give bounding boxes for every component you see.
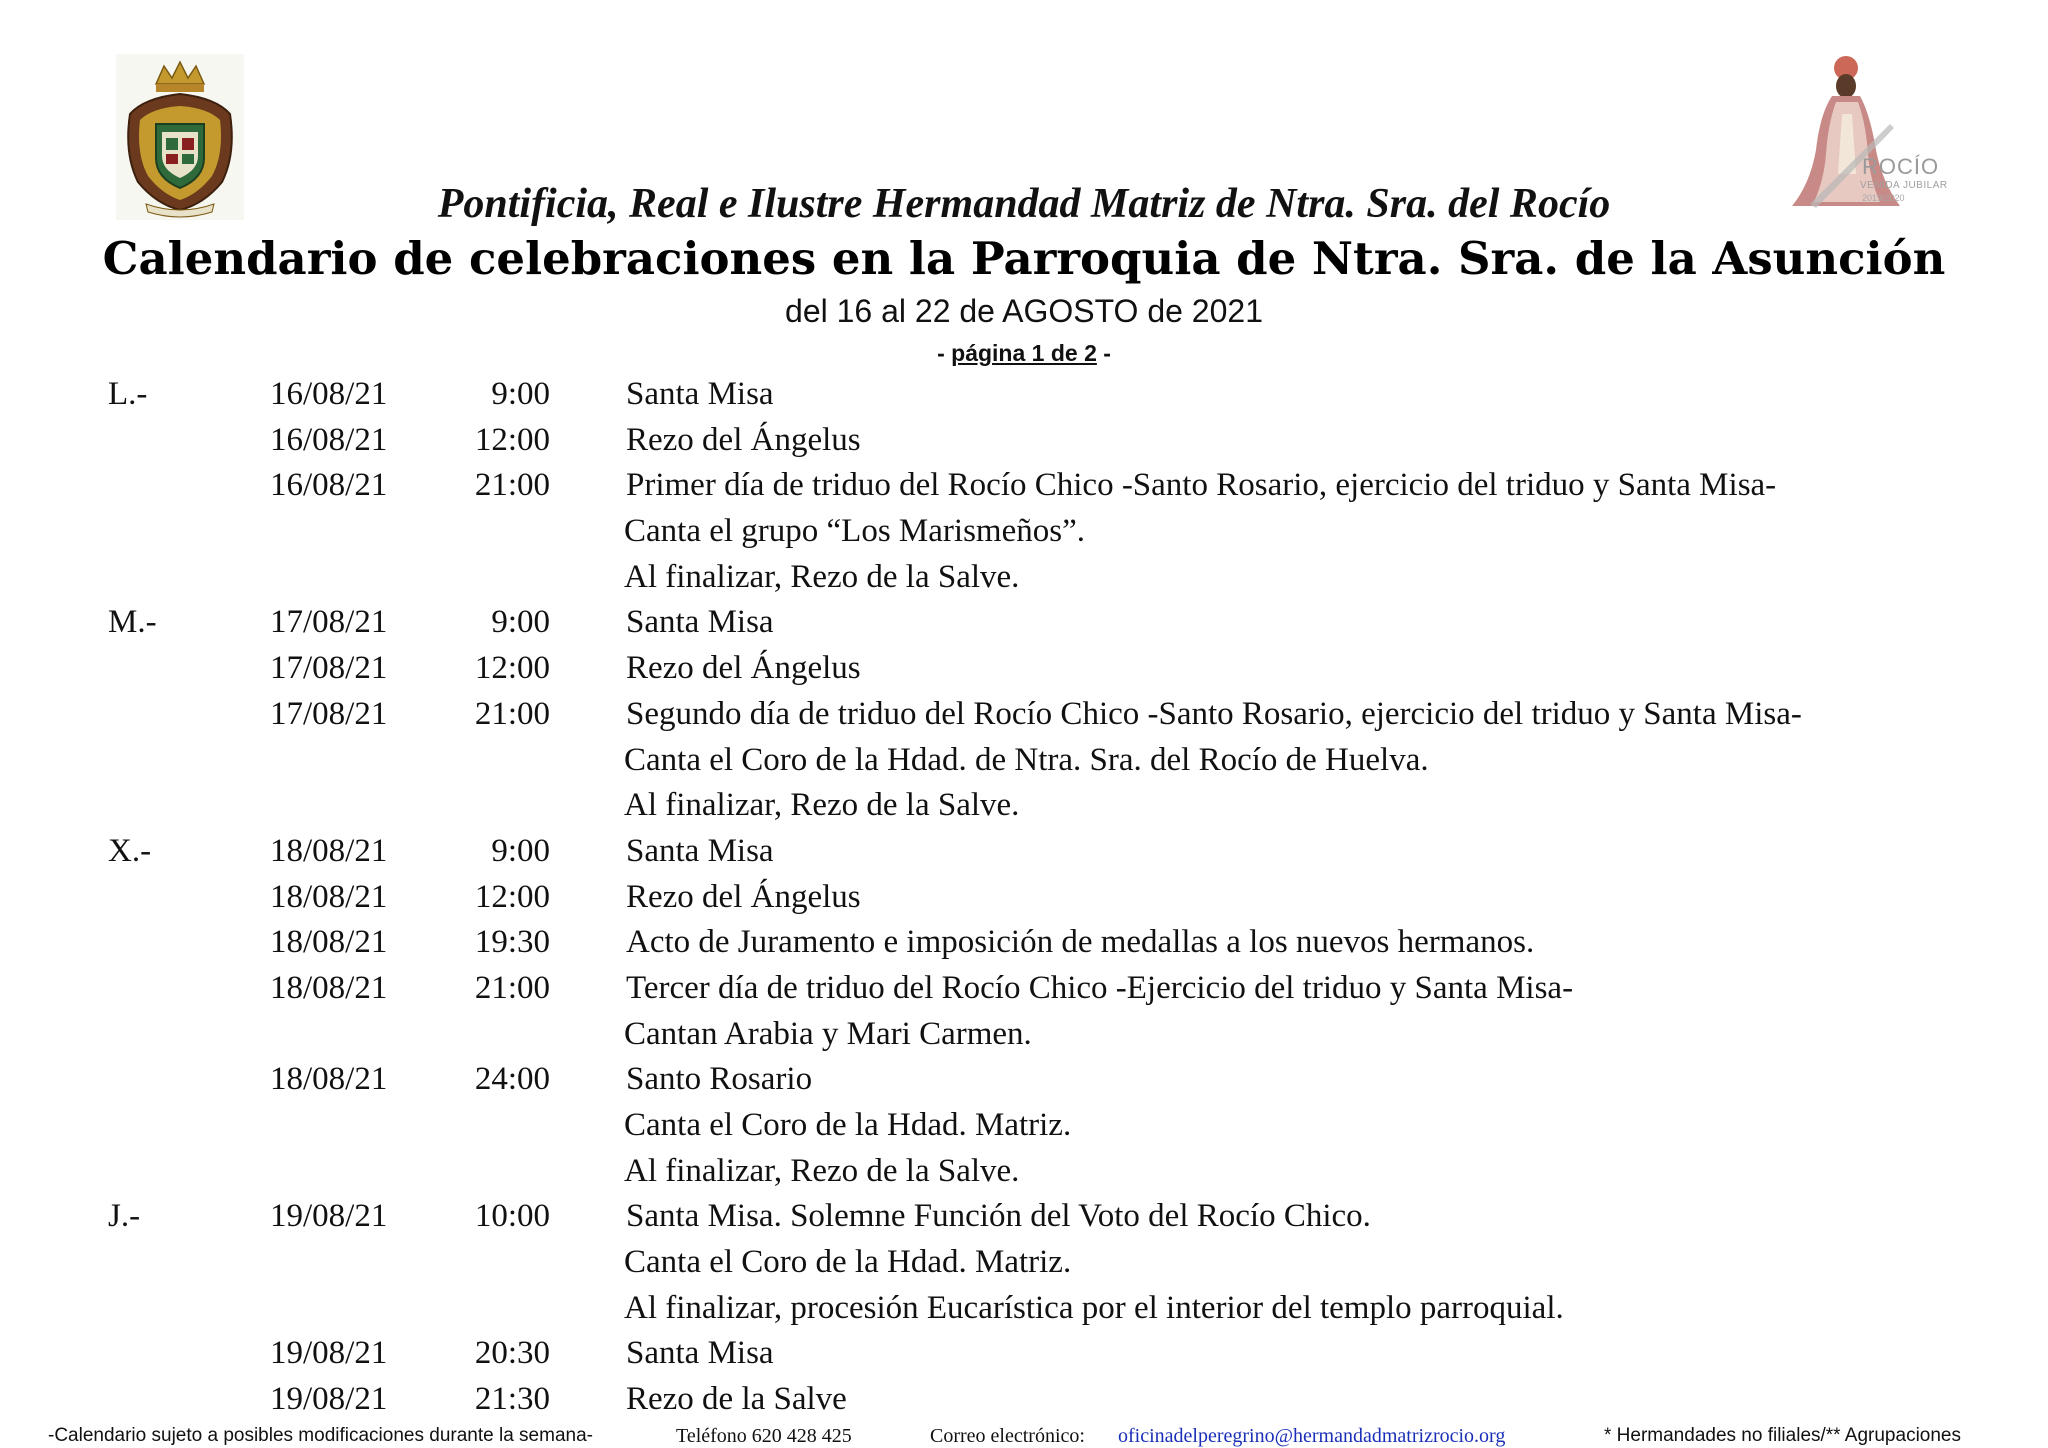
- event-text: Rezo del Ángelus: [626, 650, 861, 687]
- schedule-row: [0, 1331, 2048, 1377]
- date-cell: 17/08/21: [270, 650, 388, 687]
- date-cell: 18/08/21: [270, 969, 388, 1006]
- date-cell: 19/08/21: [270, 1198, 388, 1235]
- schedule-row: [0, 463, 2048, 509]
- schedule-row: [0, 875, 2048, 921]
- date-cell: 16/08/21: [270, 376, 388, 412]
- date-range: del 16 al 22 de AGOSTO de 2021: [785, 293, 1263, 329]
- schedule-row: [0, 738, 2048, 784]
- event-text: Primer día de triduo del Rocío Chico -Santo Rosario, ejercicio del triduo y Santa Misa-: [626, 467, 1777, 504]
- schedule-row: [0, 1057, 2048, 1103]
- time-cell: 12:00: [474, 421, 550, 458]
- logo-years-text: 2019/2020: [1862, 193, 1905, 203]
- logo-venida-jubilar-text: VENIDA JUBILAR: [1860, 180, 1948, 191]
- schedule-row: [0, 646, 2048, 692]
- footer-phone: Teléfono 620 428 425: [676, 1425, 852, 1447]
- event-text: Santo Rosario: [626, 1061, 813, 1098]
- day-label: J.-: [108, 1198, 141, 1235]
- logo-rocio-text: ROCÍO: [1862, 154, 1940, 179]
- event-text: Rezo del Ángelus: [626, 421, 861, 458]
- schedule-row: [0, 692, 2048, 738]
- footer-disclaimer: -Calendario sujeto a posibles modificaciones durante la semana-: [48, 1425, 593, 1446]
- schedule-row: [0, 1377, 2048, 1423]
- event-text: Rezo del Ángelus: [626, 878, 861, 915]
- time-cell: 9:00: [491, 604, 550, 641]
- page-indicator: [0, 340, 2048, 367]
- day-label: M.-: [108, 604, 157, 641]
- event-text: Canta el Coro de la Hdad. de Ntra. Sra. del Rocío de Huelva.: [624, 741, 1429, 778]
- time-cell: 19:30: [474, 924, 550, 961]
- page-number: página 1 de 2: [951, 340, 1097, 366]
- event-text: Canta el Coro de la Hdad. Matriz.: [624, 1107, 1072, 1143]
- time-cell: 21:00: [474, 467, 550, 504]
- schedule-row: [0, 783, 2048, 829]
- time-cell: 20:30: [474, 1335, 550, 1372]
- event-text: Rezo de la Salve: [626, 1381, 847, 1418]
- event-text: Al finalizar, Rezo de la Salve.: [624, 558, 1020, 595]
- event-text: Santa Misa: [626, 1335, 774, 1372]
- page-title: Calendario de celebraciones en la Parroquia de Ntra. Sra. de la Asunción: [102, 232, 1946, 285]
- schedule-row: [0, 1194, 2048, 1240]
- schedule-row: [0, 1240, 2048, 1286]
- footer-legend: * Hermandades no filiales/** Agrupaciones: [1604, 1425, 1961, 1446]
- page-footer: [0, 1424, 2048, 1448]
- schedule-row: [0, 1012, 2048, 1058]
- time-cell: 21:00: [474, 969, 550, 1006]
- time-cell: 24:00: [474, 1061, 550, 1098]
- event-text: Tercer día de triduo del Rocío Chico -Ejercicio del triduo y Santa Misa-: [626, 969, 1574, 1006]
- schedule-row: [0, 418, 2048, 464]
- event-text: Al finalizar, Rezo de la Salve.: [624, 787, 1020, 824]
- schedule-row: [0, 509, 2048, 555]
- schedule-row: [0, 555, 2048, 601]
- event-text: Santa Misa: [626, 832, 774, 869]
- date-cell: 18/08/21: [270, 1061, 388, 1098]
- schedule-row: [0, 1149, 2048, 1195]
- date-cell: 19/08/21: [270, 1335, 388, 1372]
- schedule-row: [0, 600, 2048, 646]
- event-text: Canta el grupo “Los Marismeños”.: [624, 513, 1085, 550]
- brotherhood-name: Pontificia, Real e Ilustre Hermandad Matriz de Ntra. Sra. del Rocío: [437, 181, 1611, 227]
- event-text: Cantan Arabia y Mari Carmen.: [624, 1015, 1032, 1052]
- date-cell: 16/08/21: [270, 421, 388, 458]
- date-cell: 18/08/21: [270, 832, 388, 869]
- footer-email-label: Correo electrónico:: [930, 1425, 1085, 1447]
- day-label: X.-: [108, 832, 152, 869]
- page-indicator-prefix: -: [937, 340, 952, 366]
- schedule-row: [0, 829, 2048, 875]
- date-cell: 17/08/21: [270, 604, 388, 641]
- time-cell: 9:00: [491, 376, 550, 412]
- page-indicator-suffix: -: [1096, 340, 1111, 366]
- schedule-row: [0, 1103, 2048, 1149]
- date-cell: 19/08/21: [270, 1381, 388, 1418]
- date-cell: 16/08/21: [270, 467, 388, 504]
- event-text: Canta el Coro de la Hdad. Matriz.: [624, 1244, 1072, 1281]
- time-cell: 21:30: [474, 1381, 550, 1418]
- time-cell: 10:00: [474, 1198, 550, 1235]
- time-cell: 12:00: [474, 878, 550, 915]
- time-cell: 9:00: [491, 832, 550, 869]
- schedule-row: [0, 1286, 2048, 1332]
- date-cell: 18/08/21: [270, 878, 388, 915]
- schedule-row: [0, 372, 2048, 418]
- footer-email-link[interactable]: oficinadelperegrino@hermandadmatrizrocio.org: [1118, 1425, 1506, 1447]
- event-text: Acto de Juramento e imposición de medallas a los nuevos hermanos.: [626, 924, 1535, 961]
- time-cell: 12:00: [474, 650, 550, 687]
- schedule-row: [0, 920, 2048, 966]
- date-cell: 17/08/21: [270, 695, 388, 732]
- time-cell: 21:00: [474, 695, 550, 732]
- event-text: Santa Misa: [626, 604, 774, 641]
- date-cell: 18/08/21: [270, 924, 388, 961]
- event-text: Santa Misa: [626, 376, 774, 412]
- schedule-row: [0, 966, 2048, 1012]
- schedule-list: [0, 372, 2048, 1423]
- day-label: L.-: [108, 376, 148, 412]
- event-text: Al finalizar, Rezo de la Salve.: [624, 1152, 1020, 1189]
- event-text: Al finalizar, procesión Eucarística por el interior del templo parroquial.: [624, 1289, 1564, 1326]
- event-text: Santa Misa. Solemne Función del Voto del Rocío Chico.: [626, 1198, 1371, 1235]
- event-text: Segundo día de triduo del Rocío Chico -Santo Rosario, ejercicio del triduo y Santa Misa-: [626, 695, 1802, 732]
